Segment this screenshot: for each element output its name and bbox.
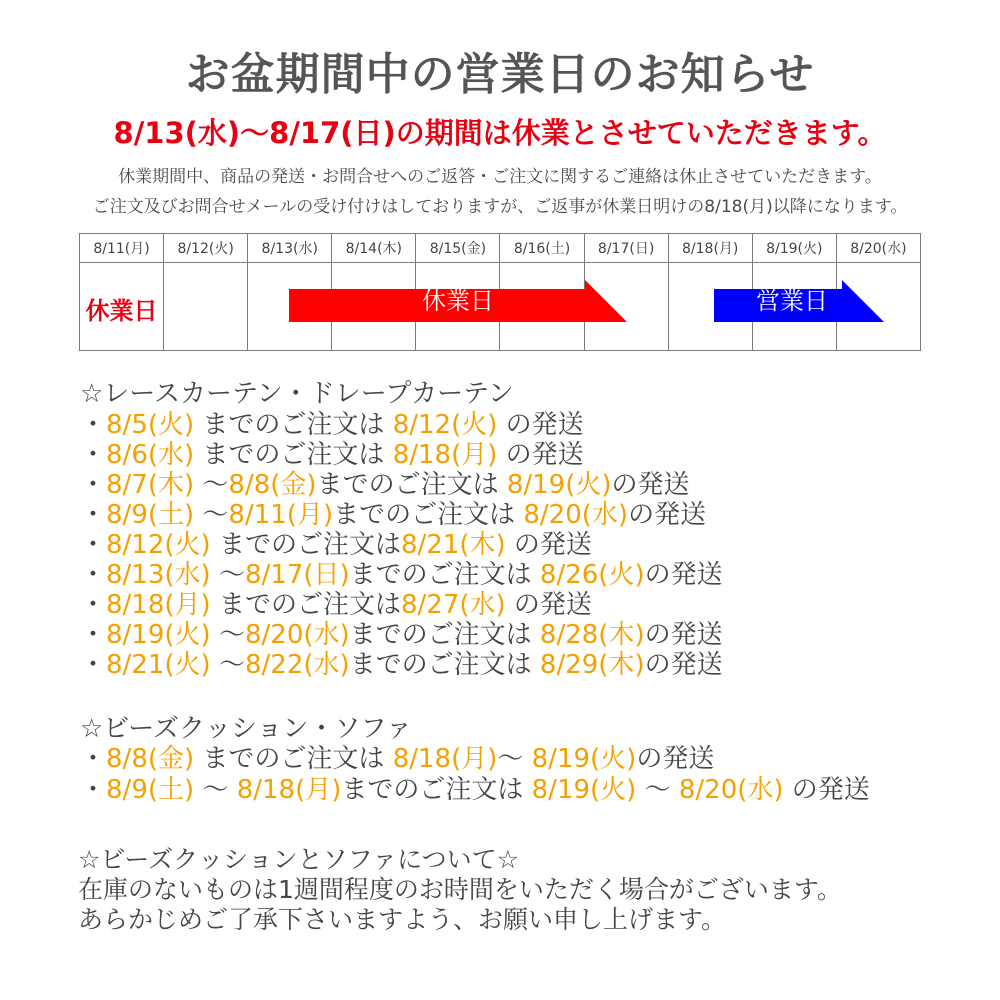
range-separator: 〜: [210, 650, 245, 680]
curtain-shipping-line: [80, 590, 592, 620]
bullet: ・: [80, 775, 107, 805]
ship-date-end: 8/20(水): [678, 775, 784, 805]
ship-suffix: の発送: [505, 590, 592, 620]
bullet: ・: [80, 500, 107, 530]
range-separator: 〜: [497, 744, 532, 774]
order-date-end: 8/20(水): [244, 620, 350, 650]
range-separator: 〜: [194, 500, 229, 530]
order-date: 8/6(水): [106, 440, 195, 470]
connector-text: までのご注文は: [194, 440, 393, 470]
open-arrow-label: 営業日: [756, 287, 828, 315]
order-date-start: 8/13(水): [106, 560, 211, 590]
ship-suffix: の発送: [497, 440, 584, 470]
order-date-start: 8/9(土): [106, 775, 195, 805]
range-separator: 〜: [210, 560, 245, 590]
bullet: ・: [80, 440, 107, 470]
bullet: ・: [80, 470, 107, 500]
ship-date: 8/29(木): [539, 650, 645, 680]
calendar-day: 8/14(木): [332, 234, 416, 263]
calendar-cell: [80, 263, 164, 351]
order-date-start: 8/19(火): [106, 620, 211, 650]
ship-date: 8/12(火): [392, 410, 498, 440]
page-title: お盆期間中の営業日のお知らせ: [185, 49, 815, 100]
curtain-shipping-line: [80, 620, 723, 650]
about-line-1: 在庫のないものは1週間程度のお時間をいただく場合がございます。: [78, 875, 842, 904]
closure-note-1: 休業期間中、商品の発送・お問合せへのご返答・ご注文に関するご連絡は休止させていただきます。: [118, 167, 882, 187]
curtain-shipping-line: [80, 440, 584, 470]
curtain-shipping-line: [80, 410, 584, 440]
closed-arrow-label: 休業日: [422, 287, 494, 315]
calendar-day: 8/15(金): [416, 234, 500, 263]
curtains-heading: ☆レースカーテン・ドレープカーテン: [80, 379, 514, 409]
connector-text: までのご注文は: [349, 620, 540, 650]
ship-suffix: の発送: [628, 500, 707, 530]
curtain-shipping-line: [80, 560, 723, 590]
order-date-end: 8/22(水): [244, 650, 350, 680]
ship-date: 8/28(木): [539, 620, 645, 650]
range-separator: 〜: [636, 775, 679, 805]
connector-text: までのご注文は: [349, 650, 540, 680]
closed-period-arrow: [289, 280, 627, 322]
beads-heading: ☆ビーズクッション・ソファ: [80, 714, 412, 744]
ship-date: 8/21(木): [400, 530, 506, 560]
calendar-day: 8/20(水): [836, 234, 920, 263]
curtain-shipping-line: [80, 650, 723, 680]
calendar-day: 8/13(水): [248, 234, 332, 263]
calendar-day: 8/18(月): [668, 234, 752, 263]
bullet: ・: [80, 530, 107, 560]
closure-note-2: ご注文及びお問合せメールの受け付けはしておりますが、ご返事が休業日明けの8/18(月)以降になります。: [92, 197, 908, 217]
ship-date-start: 8/18(月): [392, 744, 498, 774]
connector-text: までのご注文は: [210, 590, 401, 620]
order-date: 8/18(月): [106, 590, 211, 620]
beads-shipping-line: [80, 775, 870, 805]
order-date-end: 8/18(月): [236, 775, 342, 805]
calendar-day: 8/19(火): [752, 234, 836, 263]
connector-text: までのご注文は: [341, 775, 532, 805]
ship-suffix: の発送: [611, 470, 690, 500]
order-date-end: 8/8(金): [228, 470, 317, 500]
about-line-2: あらかじめご了承下さいますよう、お願い申し上げます。: [78, 905, 727, 934]
range-separator: 〜: [210, 620, 245, 650]
calendar-day: 8/11(月): [80, 234, 164, 263]
curtain-shipping-line: [80, 470, 690, 500]
calendar-cell: [164, 263, 248, 351]
order-date-start: 8/21(火): [106, 650, 211, 680]
ship-suffix: の発送: [636, 744, 715, 774]
order-date: 8/8(金): [106, 744, 195, 774]
bullet: ・: [80, 590, 107, 620]
ship-suffix: の発送: [644, 560, 723, 590]
calendar-day: 8/12(火): [164, 234, 248, 263]
bullet: ・: [80, 560, 107, 590]
order-date: 8/12(火): [106, 530, 211, 560]
ship-date: 8/20(水): [523, 500, 629, 530]
order-date-start: 8/7(木): [106, 470, 195, 500]
ship-suffix: の発送: [497, 410, 584, 440]
curtain-shipping-line: [80, 500, 706, 530]
open-period-arrow: [714, 280, 884, 322]
curtain-shipping-line: [80, 530, 592, 560]
bullet: ・: [80, 410, 107, 440]
calendar-header-row: [80, 234, 921, 263]
bullet: ・: [80, 620, 107, 650]
about-heading: ☆ビーズクッションとソファについて☆: [78, 845, 520, 874]
ship-date: 8/18(月): [392, 440, 498, 470]
ship-date: 8/19(火): [506, 470, 612, 500]
connector-text: までのご注文は: [194, 744, 393, 774]
ship-suffix: の発送: [644, 620, 723, 650]
calendar-day: 8/16(土): [500, 234, 584, 263]
ship-suffix: の発送: [505, 530, 592, 560]
ship-suffix: の発送: [644, 650, 723, 680]
calendar-day: 8/17(日): [584, 234, 668, 263]
connector-text: までのご注文は: [316, 470, 507, 500]
order-date-start: 8/9(土): [106, 500, 195, 530]
closed-day-label: 休業日: [85, 297, 158, 325]
ship-date: 8/26(火): [539, 560, 645, 590]
range-separator: 〜: [194, 470, 229, 500]
order-date-end: 8/17(日): [244, 560, 350, 590]
connector-text: までのご注文は: [210, 530, 401, 560]
connector-text: までのご注文は: [333, 500, 524, 530]
order-date: 8/5(火): [106, 410, 195, 440]
bullet: ・: [80, 650, 107, 680]
order-date-end: 8/11(月): [228, 500, 334, 530]
connector-text: までのご注文は: [194, 410, 393, 440]
ship-date: 8/27(水): [400, 590, 506, 620]
beads-shipping-line: [80, 744, 714, 774]
bullet: ・: [80, 744, 107, 774]
connector-text: までのご注文は: [349, 560, 540, 590]
ship-date-end: 8/19(火): [531, 744, 637, 774]
range-separator: 〜: [194, 775, 237, 805]
ship-date-start: 8/19(火): [531, 775, 637, 805]
closure-period-notice: 8/13(水)〜8/17(日)の期間は休業とさせていただきます。: [113, 116, 887, 150]
ship-suffix: の発送: [783, 775, 870, 805]
